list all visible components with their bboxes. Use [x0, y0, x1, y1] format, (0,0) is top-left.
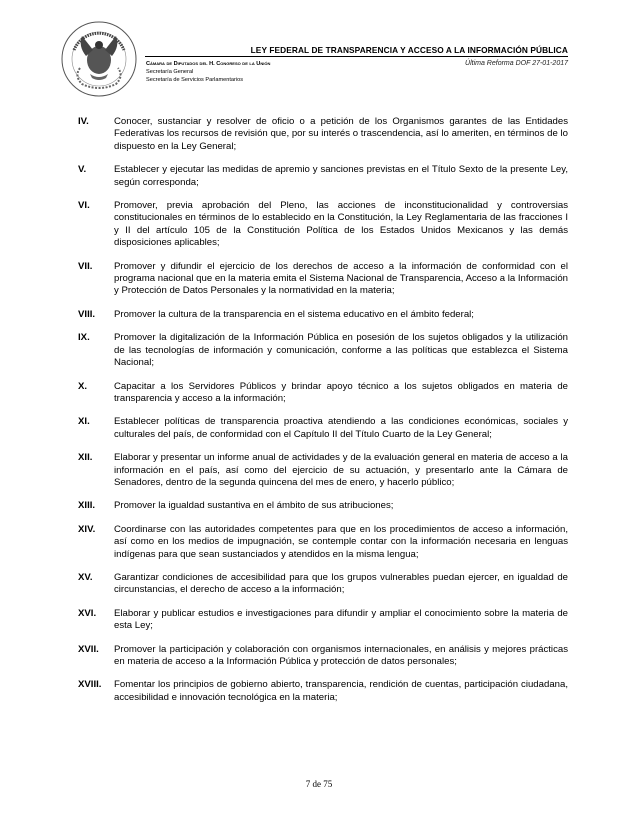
fraction-text: Elaborar y publicar estudios e investigaciones para difundir y ampliar el conocimiento sobre la materia de esta Ley;: [114, 607, 568, 632]
fraction-number: XIII.: [78, 500, 96, 512]
fraction-text: Promover la digitalización de la Información Pública en posesión de los sujetos obligados y la utilización de las tecnologías de información y comunicación, conforme a las políticas que establezca el Sistema Nacional;: [114, 332, 568, 369]
fraction-number: XII.: [78, 452, 93, 464]
fraction-text: Establecer políticas de transparencia proactiva atendiendo a las condiciones económicas, sociales y culturales del país, de conformidad con el Capítulo II del Título Cuarto de la Ley General;: [114, 416, 568, 440]
fraction-number: VII.: [78, 260, 93, 272]
fraction-item: [78, 416, 568, 441]
fraction-number: IV.: [78, 116, 89, 127]
fraction-number: XVI.: [78, 607, 97, 619]
fraction-item: [78, 608, 568, 633]
fraction-item: [78, 200, 568, 250]
fraction-text: Conocer, sustanciar y resolver de oficio o a petición de los Organismos garantes de las Entidades Federativas los recursos de revisión que, por su interés o trascendencia, así lo ameriten, en términos de lo dispuesto en la Ley General;: [114, 116, 568, 152]
fraction-item: [78, 500, 568, 512]
header-institution: [146, 60, 270, 84]
fraction-number: X.: [78, 380, 88, 392]
department-name: Secretaría General: [146, 69, 194, 75]
fraction-number: XIV.: [78, 523, 96, 535]
fraction-text: Promover y difundir el ejercicio de los derechos de acceso a la información de conformidad con el programa nacional que en la materia emita el Sistema Nacional de Transparencia, Acceso a la Información y Protección de Datos Personales y la normatividad en la materia;: [114, 260, 568, 297]
fraction-number: XVIII.: [78, 679, 102, 691]
mexican-coat-of-arms-seal-icon: [60, 20, 138, 98]
sub-department-name: Secretaría de Servicios Parlamentarios: [146, 77, 244, 83]
fraction-number: VI.: [78, 200, 90, 212]
fraction-number: XVII.: [78, 643, 99, 655]
fraction-text: Elaborar y presentar un informe anual de actividades y de la evaluación general en materia de acceso a la información en el país, así como del ejercicio de su actuación, y presentarlo ante la Cámara de Senadores, dentro de la segunda quincena del mes de enero, y hacerlo público;: [114, 452, 568, 488]
fraction-number: IX.: [78, 332, 90, 344]
fraction-text: Capacitar a los Servidores Públicos y brindar apoyo técnico a los sujetos obligados en materia de transparencia y acceso a la información;: [114, 380, 568, 404]
document-title: LEY FEDERAL DE TRANSPARENCIA Y ACCESO A LA INFORMACIÓN PÚBLICA: [250, 45, 568, 55]
fraction-item: [78, 452, 568, 489]
fraction-item: [78, 116, 568, 153]
fraction-number: VIII.: [78, 308, 96, 320]
fraction-number: XI.: [78, 416, 90, 428]
fraction-item: [78, 644, 568, 669]
reform-date: Última Reforma DOF 27-01-2017: [465, 60, 568, 67]
header-divider: [145, 56, 568, 57]
article-fractions: [78, 116, 568, 715]
fraction-text: Promover la participación y colaboración con organismos internacionales, en análisis y mejores prácticas en materia de acceso a la Información Pública y protección de datos personales;: [114, 643, 568, 667]
fraction-text: Garantizar condiciones de accesibilidad para que los grupos vulnerables puedan ejercer, en igualdad de circunstancias, el derecho de acceso a la información;: [114, 571, 568, 596]
fraction-number: V.: [78, 164, 87, 176]
fraction-item: [78, 679, 568, 704]
fraction-item: [78, 572, 568, 597]
fraction-text: Promover la igualdad sustantiva en el ámbito de sus atribuciones;: [114, 500, 394, 512]
fraction-text: Promover, previa aprobación del Pleno, las acciones de inconstitucionalidad y controversias constitucionales en términos de lo establecido en la Constitución, la Ley Reglamentaria de las fracciones I y II del artículo 105 de la Constitución Política de los Estados Unidos Mexicanos y las demás disposiciones aplicables;: [114, 200, 568, 249]
fraction-text: Coordinarse con las autoridades competentes para que en los procedimientos de acceso a información, así como en los medios de impugnación, se contemple contar con la información necesaria en lenguas indígenas para que sean sustanciados y atendidos en la misma lengua;: [114, 523, 568, 560]
page-number: 7 de 75: [305, 779, 333, 789]
fraction-text: Fomentar los principios de gobierno abierto, transparencia, rendición de cuentas, participación ciudadana, accesibilidad e innovación tecnológica en la materia;: [114, 679, 568, 703]
fraction-item: [78, 332, 568, 369]
fraction-item: [78, 524, 568, 561]
fraction-text: Establecer y ejecutar las medidas de apremio y sanciones previstas en el Título Sexto de la presente Ley, según corresponda;: [114, 164, 568, 188]
fraction-item: [78, 381, 568, 406]
fraction-item: [78, 261, 568, 298]
fraction-text: Promover la cultura de la transparencia en el sistema educativo en el ámbito federal;: [114, 308, 474, 320]
fraction-item: [78, 164, 568, 189]
fraction-number: XV.: [78, 571, 93, 583]
fraction-item: [78, 309, 568, 321]
chamber-name: Cámara de Diputados del H. Congreso de la Unión: [146, 61, 271, 67]
